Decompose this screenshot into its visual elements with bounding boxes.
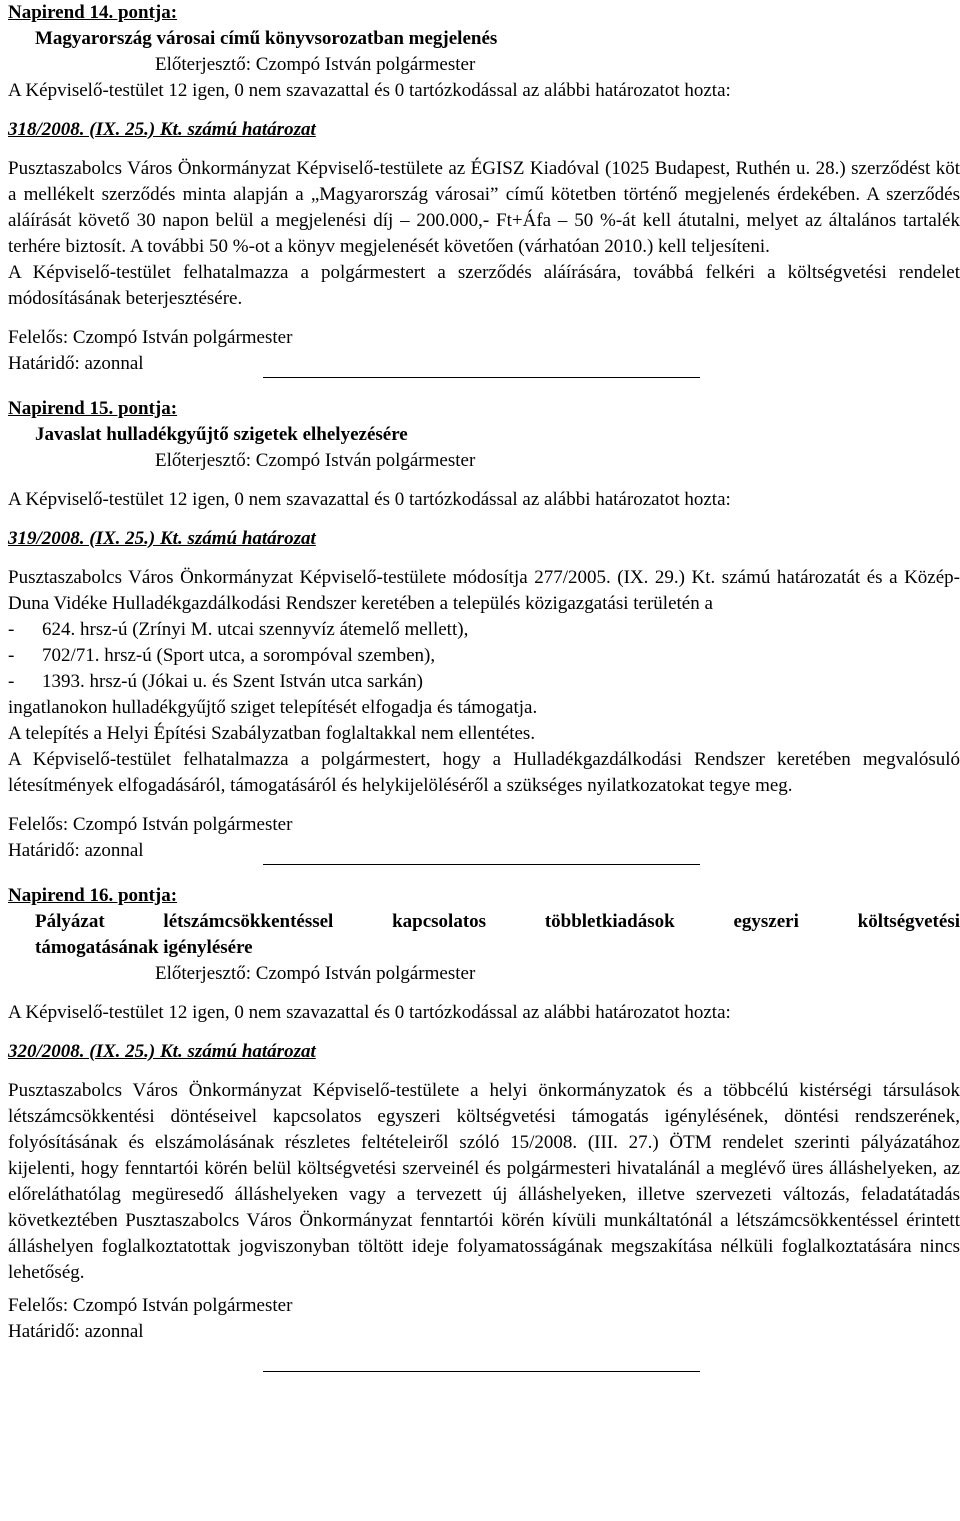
resolution-paragraph: ingatlanokon hulladékgyűjtő sziget telepítését elfogadja és támogatja. bbox=[8, 697, 538, 718]
deadline-line: Határidő: azonnal bbox=[8, 353, 144, 374]
responsible-line: Felelős: Czompó István polgármester bbox=[8, 814, 293, 835]
agenda-topic: Javaslat hulladékgyűjtő szigetek elhelyezésére bbox=[35, 424, 408, 445]
vote-result: A Képviselő-testület 12 igen, 0 nem szavazattal és 0 tartózkodással az alábbi határozatot hozta: bbox=[8, 489, 731, 510]
list-item: - 624. hrsz-ú (Zrínyi M. utcai szennyvíz átemelő mellett), bbox=[8, 619, 469, 640]
list-item: - 702/71. hrsz-ú (Sport utca, a sorompóval szemben), bbox=[8, 645, 436, 666]
agenda-item-16 bbox=[8, 883, 960, 1372]
vote-result: A Képviselő-testület 12 igen, 0 nem szavazattal és 0 tartózkodással az alábbi határozatot hozta: bbox=[8, 1002, 731, 1023]
agenda-heading: Napirend 16. pontja: bbox=[8, 885, 178, 906]
list-item: - 1393. hrsz-ú (Jókai u. és Szent István utca sarkán) bbox=[8, 671, 423, 692]
resolution-paragraph: Pusztaszabolcs Város Önkormányzat Képviselő-testülete módosítja 277/2005. (IX. 29.) Kt. számú határozatát és a Közép-Duna Vidéke Hulladékgazdálkodási Rendszer keretében a település közigazgatási területén a bbox=[8, 567, 960, 614]
responsible-line: Felelős: Czompó István polgármester bbox=[8, 1295, 293, 1316]
agenda-topic: Pályázat létszámcsökkentéssel kapcsolatos többletkiadások egyszeri költségvetési bbox=[35, 911, 960, 932]
resolution-number: 318/2008. (IX. 25.) Kt. számú határozat bbox=[8, 119, 316, 140]
resolution-paragraph: A Képviselő-testület felhatalmazza a polgármestert a szerződés aláírására, továbbá felkéri a költségvetési rendelet módosításának beterjesztésére. bbox=[8, 262, 960, 309]
resolution-paragraph: A telepítés a Helyi Építési Szabályzatban foglaltakkal nem ellentétes. bbox=[8, 723, 536, 744]
resolution-paragraph: Pusztaszabolcs Város Önkormányzat Képviselő-testülete az ÉGISZ Kiadóval (1025 Budapest, Ruthén u. 28.) szerződést köt a mellékelt szerződés minta alapján a „Magyarország városai” című kötetben történő megjelenés érdekében. A szerződés aláírását követő 30 napon belül a megjelenési díj – 200.000,- Ft+Áfa – 50 %-át kell átutalni, melyet az általános tartalék terhére biztosít. A további 50 %-ot a könyv megjelenését követően (várhatóan 2010.) kell teljesíteni. bbox=[8, 158, 960, 257]
resolution-paragraph: A Képviselő-testület felhatalmazza a polgármestert, hogy a Hulladékgazdálkodási Rendszer keretében megvalósuló létesítmények elfogadásáról, támogatásáról és helykijelöléséről a szükséges nyilatkozatokat tegye meg. bbox=[8, 749, 960, 796]
resolution-paragraph: Pusztaszabolcs Város Önkormányzat Képviselő-testülete a helyi önkormányzatok és a többcélú kistérségi társulások létszámcsökkentési döntéseivel kapcsolatos egyszeri költségvetési támogatás igénylésének, döntési rendszerének, folyósításának és elszámolásának részletes feltételeiről szóló 15/2008. (III. 27.) ÖTM rendelet szerinti pályázatához kijelenti, hogy fenntartói körén belül költségvetési szerveinél és polgármesteri hivatalánál a meglévő üres álláshelyeken, az előreláthatólag megüresedő álláshelyeken vagy a tervezett új álláshelyeken, illetve szervezeti változás, feladatátadás következtében Pusztaszabolcs Város Önkormányzat fenntartói körén kívüli munkáltatónál a létszámcsökkentéssel érintett álláshelyen foglalkoztatottak jogviszonyban töltött ideje folyamatosságának megszakítása nélküli foglalkoztatására nincs lehetőség. bbox=[8, 1080, 960, 1283]
resolution-number: 320/2008. (IX. 25.) Kt. számú határozat bbox=[8, 1041, 316, 1062]
resolution-number: 319/2008. (IX. 25.) Kt. számú határozat bbox=[8, 528, 316, 549]
agenda-heading: Napirend 15. pontja: bbox=[8, 398, 178, 419]
deadline-line: Határidő: azonnal bbox=[8, 840, 144, 861]
responsible-line: Felelős: Czompó István polgármester bbox=[8, 327, 293, 348]
section-divider bbox=[263, 1371, 700, 1372]
agenda-item-14 bbox=[8, 0, 960, 378]
vote-result: A Képviselő-testület 12 igen, 0 nem szavazattal és 0 tartózkodással az alábbi határozatot hozta: bbox=[8, 80, 731, 101]
deadline-line: Határidő: azonnal bbox=[8, 1321, 144, 1342]
presenter-line: Előterjesztő: Czompó István polgármester bbox=[155, 963, 476, 984]
presenter-line: Előterjesztő: Czompó István polgármester bbox=[155, 450, 476, 471]
presenter-line: Előterjesztő: Czompó István polgármester bbox=[155, 54, 476, 75]
agenda-item-15 bbox=[8, 396, 960, 865]
agenda-topic-continued: támogatásának igénylésére bbox=[35, 937, 253, 958]
agenda-heading: Napirend 14. pontja: bbox=[8, 2, 178, 23]
agenda-topic: Magyarország városai című könyvsorozatban megjelenés bbox=[35, 28, 498, 49]
